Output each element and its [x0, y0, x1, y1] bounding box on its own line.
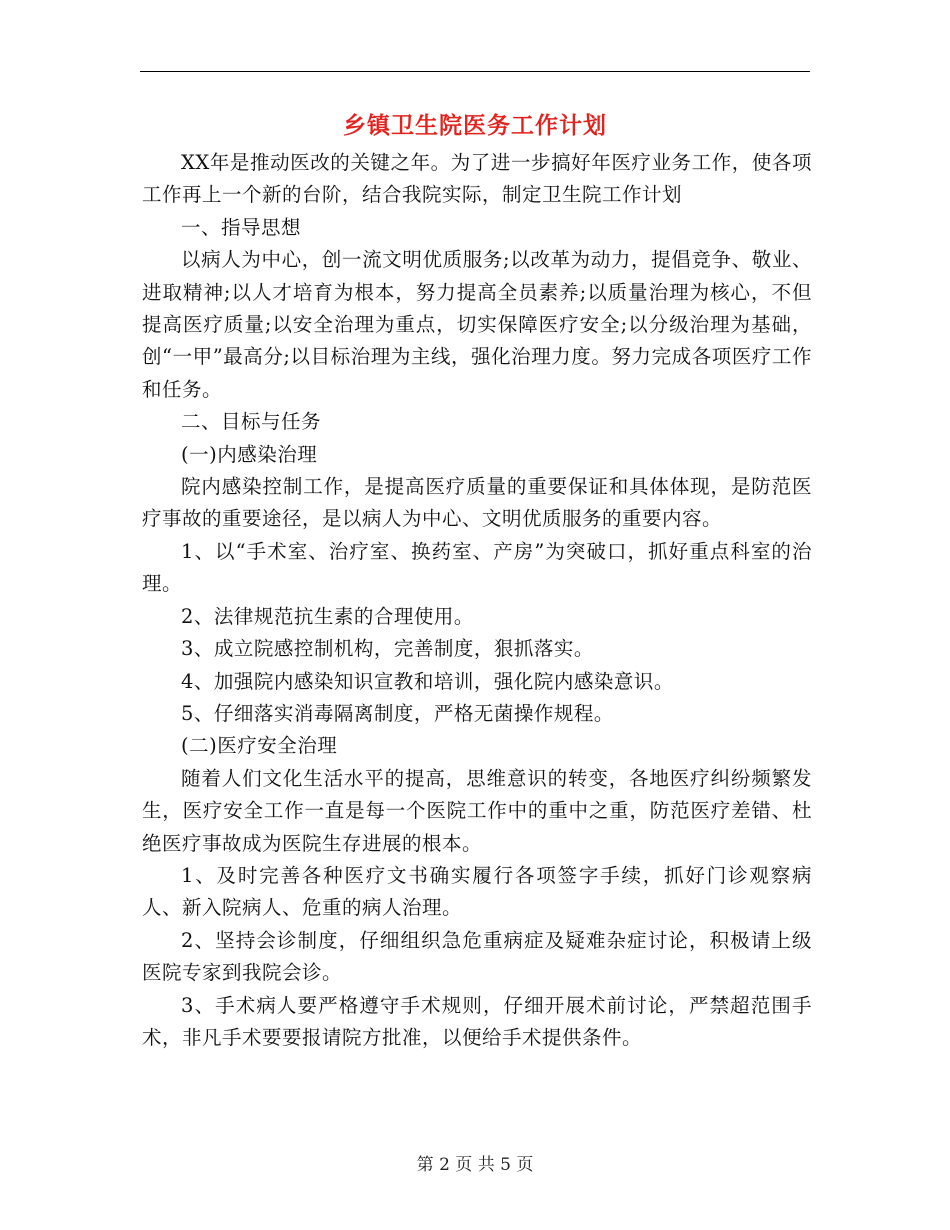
header-rule — [140, 71, 810, 72]
intro-paragraph: XX年是推动医改的关键之年。为了进一步搞好年医疗业务工作，使各项工作再上一个新的台阶，结合我院实际，制定卫生院工作计划 — [142, 151, 812, 207]
subsection-heading-infection-control: (一)内感染治理 — [181, 442, 318, 466]
section-heading-goals-tasks: 二、目标与任务 — [181, 410, 322, 434]
list-item: 1、及时完善各种医疗文书确实履行各项签字手续，抓好门诊观察病人、新入院病人、危重的病人治理。 — [142, 863, 812, 920]
page-number-footer: 第 2 页 共 5 页 — [416, 1155, 534, 1175]
list-item: 2、坚持会诊制度，仔细组织急危重病症及疑难杂症讨论，积极请上级医院专家到我院会诊。 — [142, 928, 812, 985]
document-title: 乡镇卫生院医务工作计划 — [343, 112, 607, 139]
list-item: 3、手术病人要严格遵守手术规则，仔细开展术前讨论，严禁超范围手术，非凡手术要要报请院方批准，以便给手术提供条件。 — [142, 993, 812, 1049]
list-item: 2、法律规范抗生素的合理使用。 — [181, 604, 474, 628]
guiding-ideology-paragraph: 以病人为中心，创一流文明优质服务;以改革为动力，提倡竞争、敬业、进取精神;以人才培育为根本，努力提高全员素养;以质量治理为核心，不但提高医疗质量;以安全治理为重点，切实保障医疗安全;以分级治理为基础，创“一甲”最高分;以目标治理为主线，强化治理力度。努力完成各项医疗工作和任务。 — [142, 248, 812, 401]
list-item: 4、加强院内感染知识宣教和培训，强化院内感染意识。 — [181, 669, 674, 693]
subsection-heading-medical-safety: (二)医疗安全治理 — [181, 734, 338, 758]
infection-control-paragraph: 院内感染控制工作，是提高医疗质量的重要保证和具体体现，是防范医疗事故的重要途径，是以病人为中心、文明优质服务的重要内容。 — [142, 475, 812, 531]
medical-safety-paragraph: 随着人们文化生活水平的提高，思维意识的转变，各地医疗纠纷频繁发生，医疗安全工作一直是每一个医院工作中的重中之重，防范医疗差错、杜绝医疗事故成为医院生存进展的根本。 — [142, 766, 812, 855]
list-item: 5、仔细落实消毒隔离制度，严格无菌操作规程。 — [181, 701, 614, 725]
list-item: 3、成立院感控制机构，完善制度，狠抓落实。 — [181, 637, 594, 661]
section-heading-guiding-ideology: 一、指导思想 — [181, 215, 302, 239]
list-item: 1、以“手术室、治疗室、换药室、产房”为突破口，抓好重点科室的治理。 — [142, 539, 812, 596]
document-body — [142, 147, 812, 1054]
